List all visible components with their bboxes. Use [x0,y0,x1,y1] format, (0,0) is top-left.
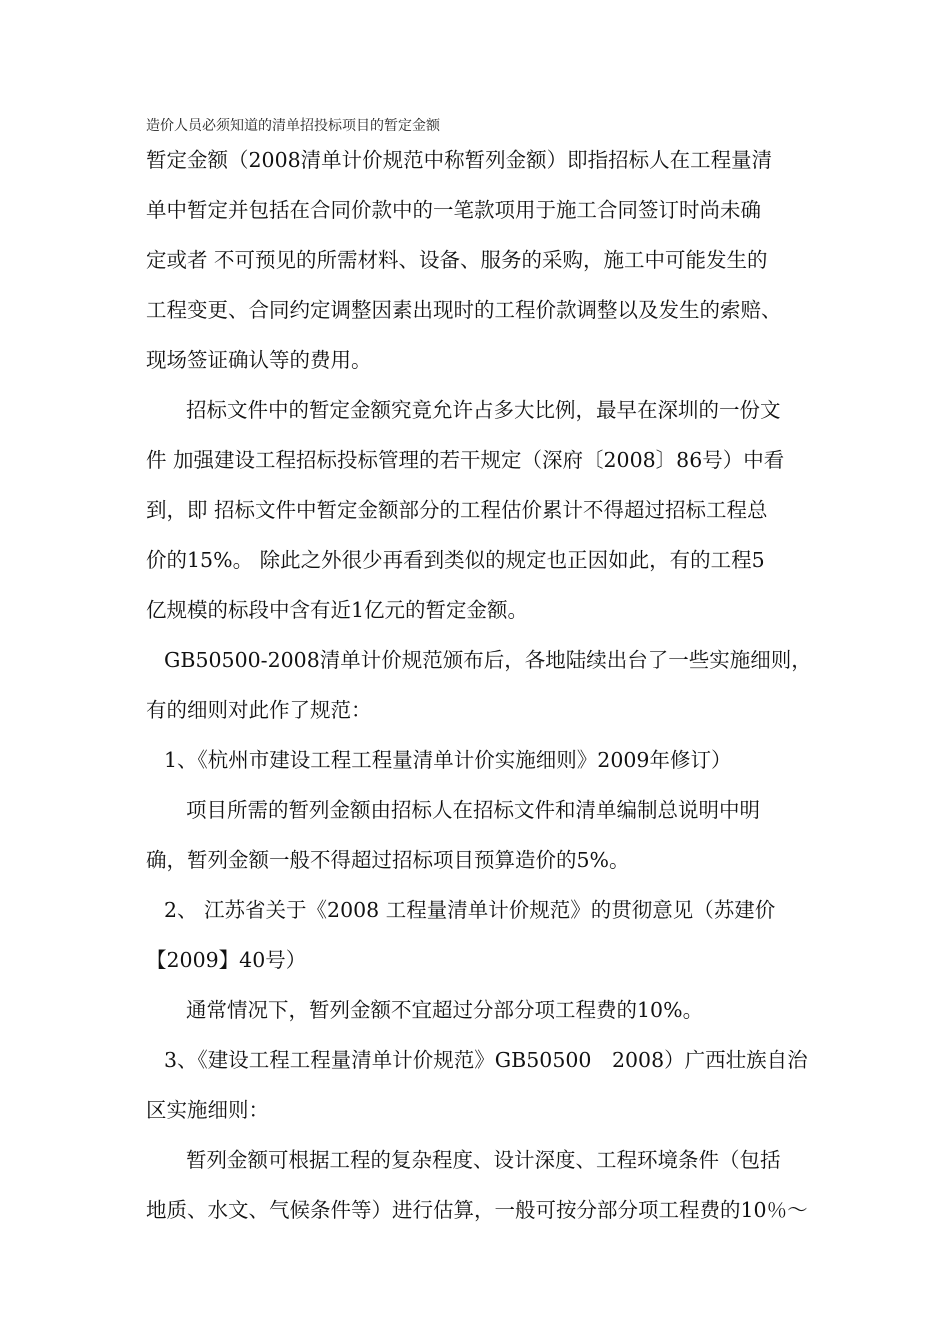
paragraph-line: 工程变更、合同约定调整因素出现时的工程价款调整以及发生的索赔、 [146,298,782,322]
list-item-heading: 1、《杭州市建设工程工程量清单计价实施细则》2009年修订） [164,748,732,772]
paragraph-line: 通常情况下，暂列金额不宜超过分部分项工程费的10%。 [186,998,704,1022]
paragraph-line: 现场签证确认等的费用。 [146,348,372,372]
paragraph-line: 价的15%。 除此之外很少再看到类似的规定也正因如此，有的工程5 [146,548,765,572]
document-title: 造价人员必须知道的清单招投标项目的暂定金额 [146,118,440,134]
list-item-heading: 3、《建设工程工程量清单计价规范》GB50500 2008）广西壮族自治 [164,1048,808,1072]
paragraph-line: 亿规模的标段中含有近1亿元的暂定金额。 [146,598,529,622]
list-item-heading: 【2009】40号） [146,948,307,972]
list-item-heading: 区实施细则： [146,1098,269,1122]
paragraph-line: 暂定金额（2008清单计价规范中称暂列金额）即指招标人在工程量清 [146,148,773,172]
paragraph-line: GB50500-2008清单计价规范颁布后，各地陆续出台了一些实施细则， [164,648,812,672]
paragraph-line: 单中暂定并包括在合同价款中的一笔款项用于施工合同签订时尚未确 [146,198,761,222]
paragraph-line: 项目所需的暂列金额由招标人在招标文件和清单编制总说明中明 [186,798,760,822]
paragraph-line: 件 加强建设工程招标投标管理的若干规定（深府〔2008〕86号）中看 [146,448,785,472]
paragraph-line: 确，暂列金额一般不得超过招标项目预算造价的5%。 [146,848,630,872]
paragraph-line: 定或者 不可预见的所需材料、设备、服务的采购，施工中可能发生的 [146,248,768,272]
paragraph-line: 到，即 招标文件中暂定金额部分的工程估价累计不得超过招标工程总 [146,498,768,522]
paragraph-line: 地质、水文、气候条件等）进行估算，一般可按分部分项工程费的10％～ [146,1198,808,1222]
paragraph-line: 有的细则对此作了规范： [146,698,372,722]
paragraph-line: 招标文件中的暂定金额究竟允许占多大比例，最早在深圳的一份文 [186,398,781,422]
paragraph-line: 暂列金额可根据工程的复杂程度、设计深度、工程环境条件（包括 [186,1148,781,1172]
list-item-heading: 2、 江苏省关于《2008 工程量清单计价规范》的贯彻意见（苏建价 [164,898,776,922]
